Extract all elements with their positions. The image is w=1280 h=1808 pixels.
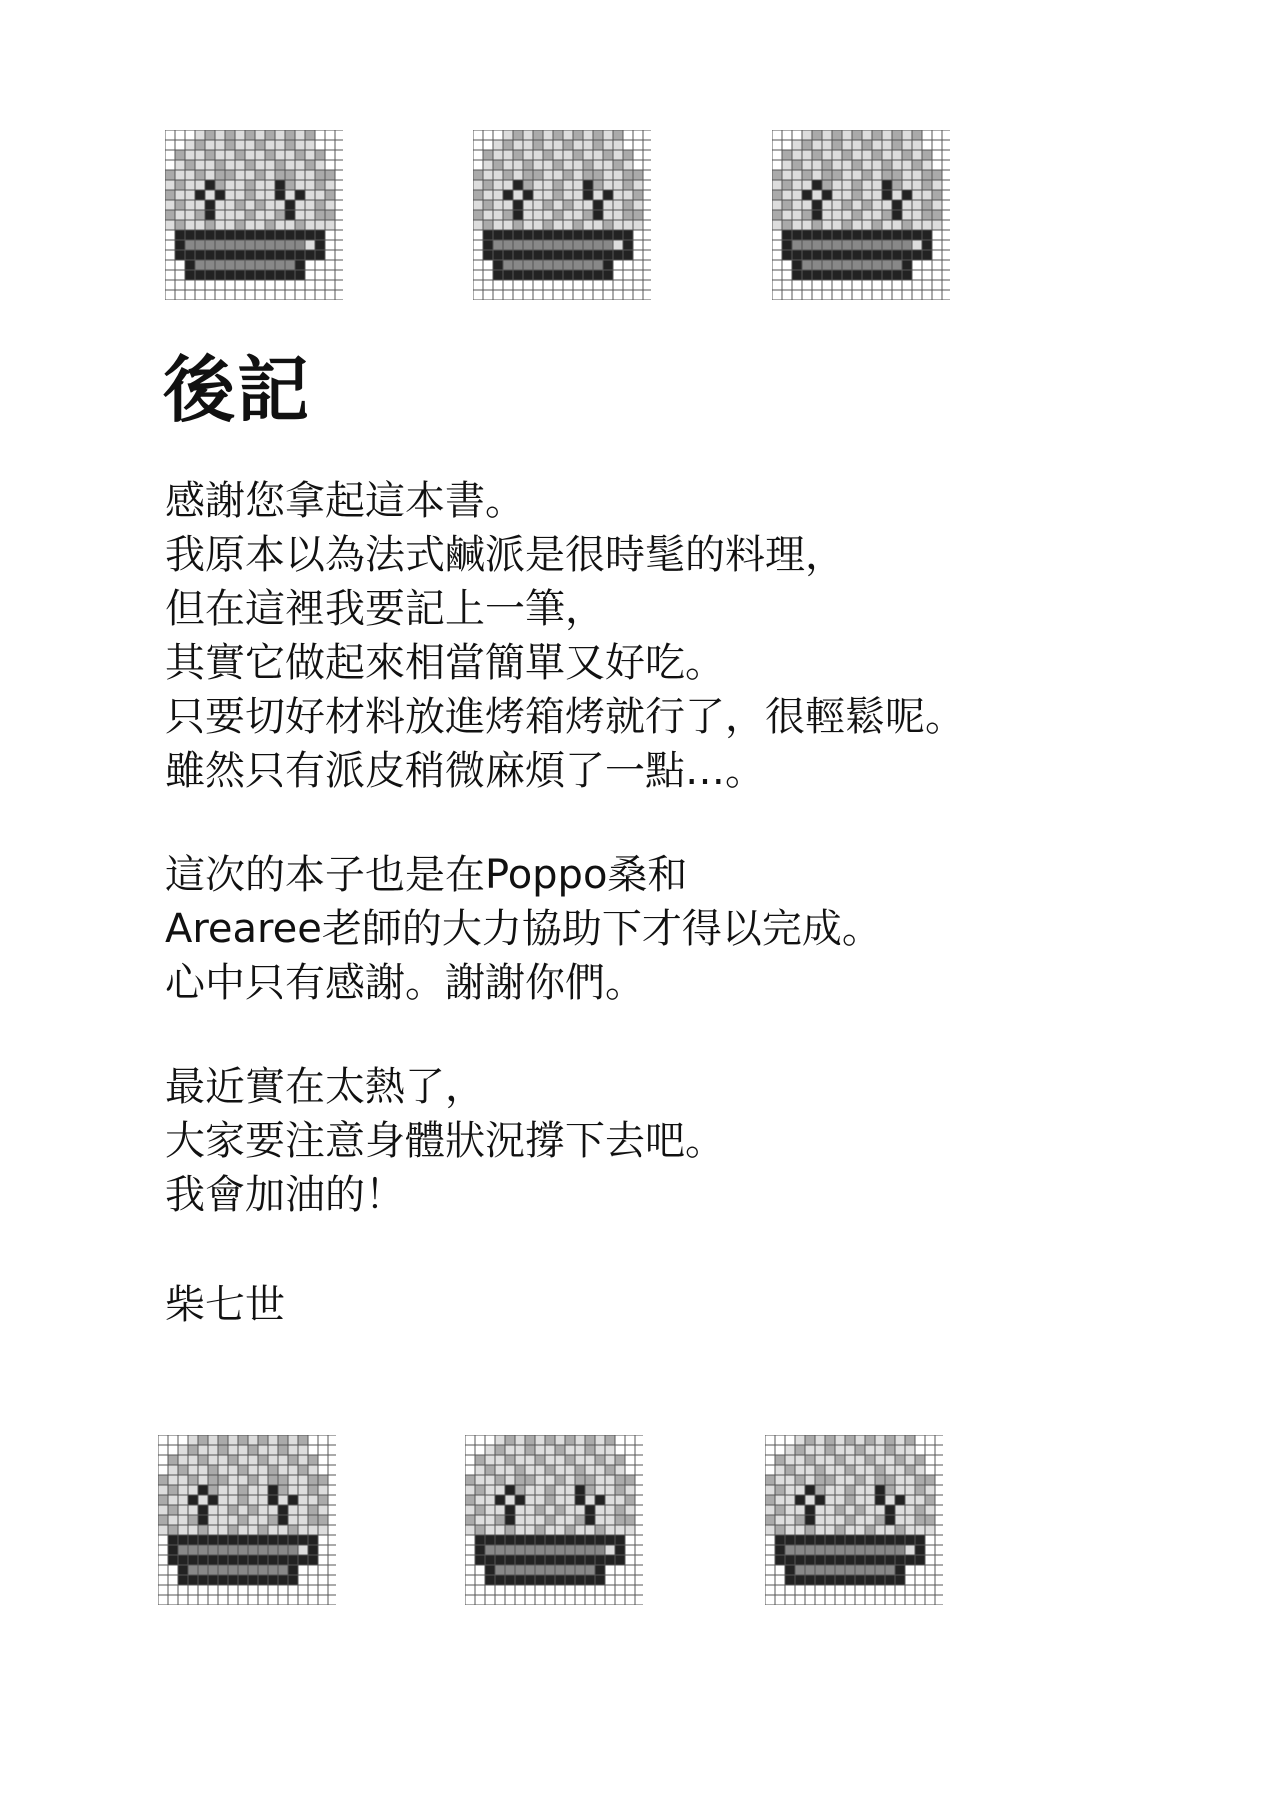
author-signature: 柴七世 [165,1282,285,1328]
pixel-mushroom-face-icon [165,130,343,300]
text-line: 心中只有感謝。謝謝你們。 [165,960,645,1006]
text-line: 感謝您拿起這本書。 [165,478,525,524]
text-line: 這次的本子也是在Poppo桑和 [165,852,688,898]
text-line: 我原本以為法式鹹派是很時髦的料理， [165,532,845,578]
text-line: 我會加油的！ [165,1172,405,1218]
pixel-mushroom-face-icon [765,1435,943,1605]
text-line: 大家要注意身體狀況撐下去吧。 [165,1118,725,1164]
pixel-mushroom-face-icon [158,1435,336,1605]
paragraph-3 [165,1060,1125,1222]
text-line: Arearee老師的大力協助下才得以完成。 [165,906,882,952]
paragraph-2 [165,848,1125,1010]
pixel-mushroom-face-icon [473,130,651,300]
pixel-mushroom-face-icon [465,1435,643,1605]
text-line: 最近實在太熱了， [165,1064,485,1110]
text-line: 只要切好材料放進烤箱烤就行了，很輕鬆呢。 [165,694,965,740]
text-line: 其實它做起來相當簡單又好吃。 [165,640,725,686]
text-line: 但在這裡我要記上一筆， [165,586,605,632]
pixel-mushroom-face-icon [772,130,950,300]
paragraph-1 [165,474,1125,798]
page-title: 後記 [163,348,312,432]
afterword-body [165,474,1125,1222]
text-line: 雖然只有派皮稍微麻煩了一點…。 [165,748,765,794]
